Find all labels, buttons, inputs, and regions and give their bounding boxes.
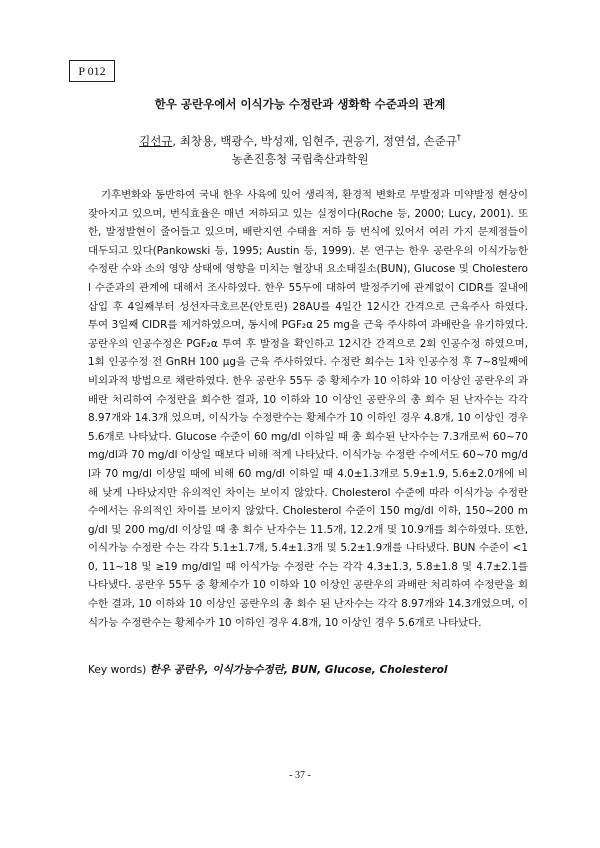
paper-title: 한우 공란우에서 이식가능 수정란과 생화학 수준과의 관계 [154,97,446,111]
keywords-line [88,662,528,677]
first-author: 김선규 [139,134,173,148]
keywords-label: Key words) [88,664,147,676]
page-number: - 37 - [289,770,311,781]
affiliation: 농촌진흥청 국립축산과학원 [231,152,369,166]
keywords-values: 한우 공란우, 이식가능수정란, BUN, Glucose, Cholesterol [149,664,448,676]
abstract-body: 기후변화와 동반하여 국내 한우 사육에 있어 생리적, 환경적 변화로 무발정과 미약발정 현상이 잦아지고 있으며, 번식효율은 매년 저하되고 있는 실정이다(Roche 등, 2000; Lucy, 2001). 또한, 발정발현이 줄어들고 있으며, 배란지연 수태율 저하 등 번식에 있어서 여러 가지 문제점들이 대두되고 있다(Pankowski 등, 1995; Austin 등, 1999). 본 연구는 한우 공란우의 이식가능한 수정란 수와 소의 영양 상태에 영향을 미치는 혈장내 요소태질소(BUN), Glucose 및 Cholesterol 수준과의 관계에 대해서 조사하였다. 한우 55두에 대하여 발정주기에 관계없이 CIDR를 질내에 삽입 후 4일째부터 성선자극호르몬(안토린) 28AU를 4일간 12시간 간격으로 근육주사 하였다. 투여 3일째 CIDR를 제거하였으며, 동시에 PGF₂α 25 mg을 근육 주사하여 과배란을 유기하였다. 공란우의 인공수정은 PGF₂α 투여 후 발정을 확인하고 12시간 간격으로 2회 인공수정 하였으며, 1회 인공수정 전 GnRH 100 μg을 근육 주사하였다. 수정란 회수는 1차 인공수정 후 7∼8일째에 비외과적 방법으로 채란하였다. 한우 공란우 55두 중 황체수가 10 이하와 10 이상인 공란우의 과배란 처리하여 수정란을 회수한 결과, 10 이하와 10 이상인 공란우의 총 회수 된 난자수는 각각 8.97개와 14.3개 었으며, 이식가능 수정란수는 황체수가 10 이하인 경우 4.8개, 10 이상인 경우 5.6개로 나타났다. Glucose 수준이 60 mg/dl 이하일 때 총 회수된 난자수는 7.3개로써 60∼70 mg/dl과 70 mg/dl 이상일 때보다 비해 적게 나타났다. 이식가능 수정란 수에서도 60∼70 mg/dl과 70 mg/dl 이상일 때에 비해 60 mg/dl 이하일 때 4.0±1.3개로 5.9±1.9, 5.6±2.0개에 비해 낮게 나타났지만 유의적인 차이는 보이지 않았다. Cholesterol 수준에 따라 이식가능 수정란 수에서는 유의적인 차이를 보이지 않았다. Cholesterol 수준이 150 mg/dl 이하, 150∼200 mg/dl 및 200 mg/dl 이상일 때 총 회수 난자수는 11.5개, 12.2개 및 10.9개를 회수하였다. 또한, 이식가능 수정란 수는 각각 5.1±1.7개, 5.4±1.3개 및 5.2±1.9개를 나타냈다. BUN 수준이 <10, 11∼18 및 ≥19 mg/dl일 때 이식가능 수정란 수는 각각 4.3±1.3, 5.8±1.8 및 4.7±2.1를 나타냈다. 공란우 55두 중 황체수가 10 이하와 10 이상인 공란우의 과배란 처리하여 수정란을 회수한 결과, 10 이하와 10 이상인 공란우의 총 회수 된 난자수는 각각 8.97개와 14.3개었으며, 이식가능 수정란수는 황체수가 10 이하인 경우 4.8개, 10 이상인 경우 5.6개로 나타났다. [88,189,528,629]
corresponding-author-mark: † [456,133,461,143]
author-list [0,133,600,149]
co-authors: , 최창용, 백광수, 박성재, 임현주, 권응기, 정연섭, 손준규 [172,134,457,148]
paper-code-box: P 012 [69,60,115,82]
